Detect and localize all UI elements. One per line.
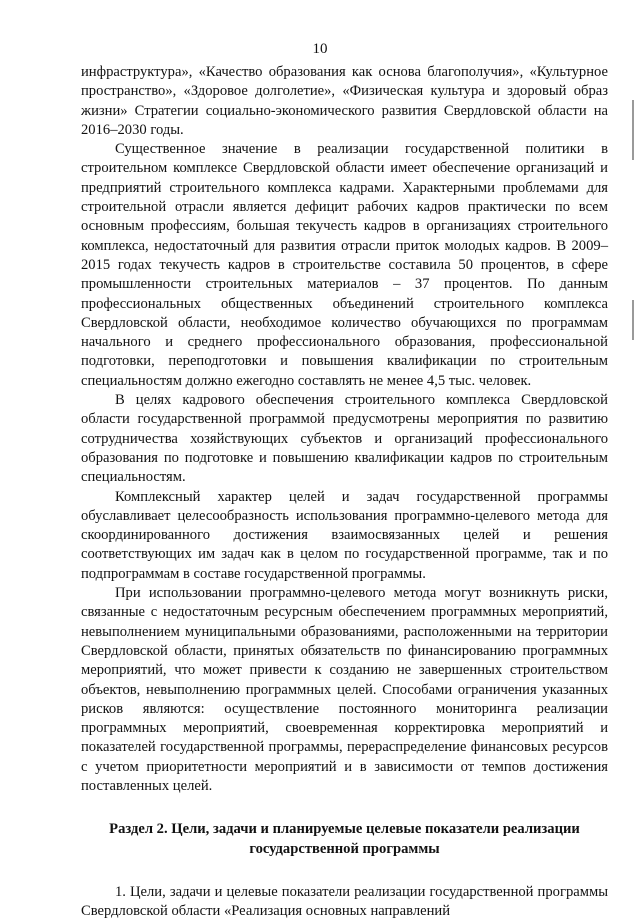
paragraph-risks: При использовании программно-целевого метода могут возникнуть риски, связанные с недостаточным ресурсным обеспечением программных мероприятий, невыполнением муниципальными образованиями, расположенными на территории Свердловской области, принятых обязательств по финансированию программных мероприятий, что может привести к созданию не завершенных строительством объектов, невыполнению программных целей. Способами ограничения указанных рисков являются: осуществление постоянного мониторинга реализации программных мероприятий, своевременная корректировка мероприятий и показателей государственной программы, перераспределение финансовых ресурсов с учетом приоритетности мероприятий и в зависимости от темпов достижения поставленных целей. <box>81 585 608 794</box>
paragraph-staffing: Существенное значение в реализации государственной политики в строительном комплексе Свердловской области имеет обеспечение организаций и предприятий строительного комплекса кадрами. Характерными проблемами для строительной отрасли является дефицит рабочих кадров практически по всем основным профессиям, большая текучесть кадров в организациях строительного комплекса, недостаточный для развития отрасли приток молодых кадров. В 2009–2015 годах текучесть кадров в строительстве составила 50 процентов, в сфере промышленности строительных материалов – 37 процентов. По данным профессиональных общественных объединений строительного комплекса Свердловской области, необходимое количество обучающихся по программам начального и среднего профессионального образования, профессиональной подготовки, переподготовки и повышения квалификации по строительным специальностям должно ежегодно составлять не менее 4,5 тыс. человек. <box>81 141 608 389</box>
paragraph-continuation: инфраструктура», «Качество образования как основа благополучия», «Культурное пространство», «Здоровое долголетие», «Физическая культура и здоровый образ жизни» Стратегии социально-экономического развития Свердловской области на 2016–2030 годы. <box>81 64 608 138</box>
paragraph-goals: 1. Цели, задачи и целевые показатели реализации государственной программы Свердловской области «Реализация основных направлений <box>81 883 608 920</box>
document-body <box>81 63 608 921</box>
scan-edge-mark-top <box>632 100 634 160</box>
section-heading: Раздел 2. Цели, задачи и планируемые целевые показатели реализации государственной программы <box>109 821 580 857</box>
paragraph-program-method: Комплексный характер целей и задач государственной программы обуславливает целесообразность использования программно-целевого метода для скоординированного достижения взаимосвязанных целей и решения соответствующих им задач как в целом по государственной программе, так и по подпрограммам в составе государственной программы. <box>81 488 608 582</box>
page-number: 10 <box>312 41 328 57</box>
paragraph-cooperation: В целях кадрового обеспечения строительного комплекса Свердловской области государственной программой предусмотрены мероприятия по развитию сотрудничества хозяйствующих субъектов и организаций профессионального образования по подготовке и повышению квалификации кадров по строительным специальностям. <box>81 392 608 486</box>
scan-edge-mark-bottom <box>632 300 634 340</box>
